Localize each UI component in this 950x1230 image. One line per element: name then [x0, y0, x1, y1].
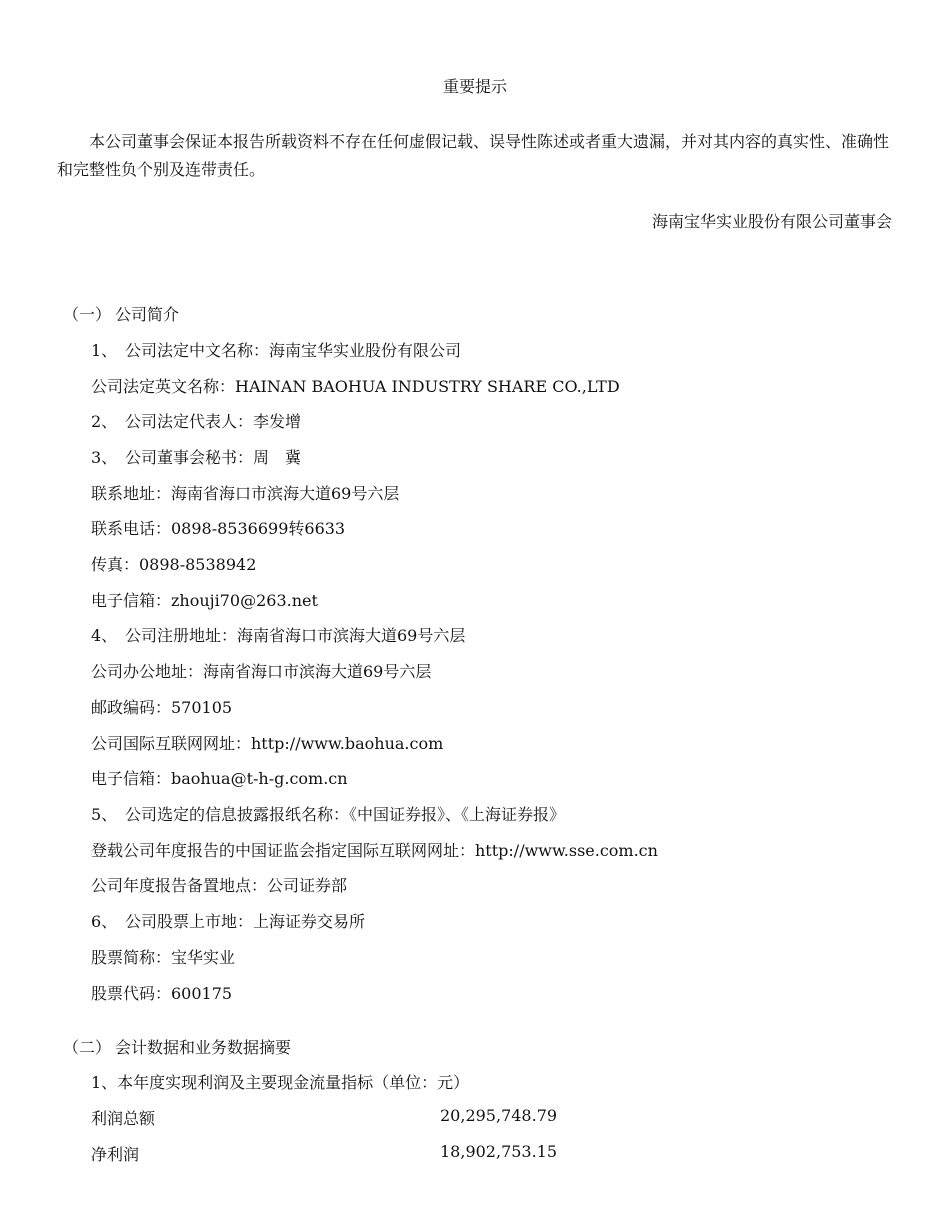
item-text: 公司董事会秘书：周 冀 [125, 448, 302, 467]
item-disclosure-newspapers [91, 802, 565, 825]
section-number: （二） [63, 1038, 112, 1057]
item-board-secretary [91, 445, 301, 468]
item-number: 1、 [91, 341, 118, 360]
item-chinese-name [91, 338, 461, 361]
item-legal-representative [91, 409, 301, 432]
item-number: 2、 [91, 412, 118, 431]
item-number: 6、 [91, 912, 118, 931]
report-location: 公司年度报告备置地点：公司证券部 [91, 876, 348, 895]
item-number: 3、 [91, 448, 118, 467]
stock-name: 股票简称：宝华实业 [91, 948, 236, 967]
secretary-email: 电子信箱：zhouji70@263.net [91, 591, 318, 610]
row-label-total-profit: 利润总额 [91, 1109, 156, 1128]
contact-address: 联系地址：海南省海口市滨海大道69号六层 [91, 484, 400, 503]
stock-code: 股票代码：600175 [91, 984, 233, 1003]
item-text: 公司法定代表人：李发增 [125, 412, 302, 431]
row-label-net-profit: 净利润 [91, 1145, 140, 1164]
office-address: 公司办公地址：海南省海口市滨海大道69号六层 [91, 662, 432, 681]
item-registered-address [91, 623, 465, 646]
contact-phone: 联系电话：0898-8536699转6633 [91, 519, 346, 538]
board-statement: 本公司董事会保证本报告所载资料不存在任何虚假记载、误导性陈述或者重大遗漏，并对其内容的真实性、准确性和完整性负个别及连带责任。 [57, 132, 890, 179]
english-name: 公司法定英文名称：HAINAN BAOHUA INDUSTRY SHARE CO.,LTD [91, 377, 620, 396]
postcode: 邮政编码：570105 [91, 698, 233, 717]
item-text: 公司选定的信息披露报纸名称：《中国证券报》、《上海证券报》 [125, 805, 566, 824]
section-title: 公司简介 [115, 305, 180, 324]
csrc-website: 登载公司年度报告的中国证监会指定国际互联网网址：http://www.sse.com.cn [91, 841, 658, 860]
item-number: 4、 [91, 626, 118, 645]
item-number: 5、 [91, 805, 118, 824]
item-text: 公司法定中文名称：海南宝华实业股份有限公司 [125, 341, 462, 360]
row-value-net-profit: 18,902,753.15 [440, 1142, 558, 1161]
notice-title: 重要提示 [442, 77, 507, 96]
item-listing-exchange [91, 909, 365, 932]
fax: 传真：0898-8538942 [91, 555, 257, 574]
profit-indicators-subheading: 1、本年度实现利润及主要现金流量指标（单位：元） [91, 1073, 470, 1092]
section-title: 会计数据和业务数据摘要 [115, 1038, 292, 1057]
section-number: （一） [63, 305, 112, 324]
company-email: 电子信箱：baohua@t-h-g.com.cn [91, 769, 348, 788]
section-company-profile-heading [63, 302, 179, 325]
item-text: 公司股票上市地：上海证券交易所 [125, 912, 366, 931]
section-accounting-data-heading [63, 1035, 291, 1058]
company-website: 公司国际互联网网址：http://www.baohua.com [91, 734, 444, 753]
board-signature: 海南宝华实业股份有限公司董事会 [651, 212, 892, 231]
row-value-total-profit: 20,295,748.79 [440, 1106, 558, 1125]
item-text: 公司注册地址：海南省海口市滨海大道69号六层 [125, 626, 466, 645]
